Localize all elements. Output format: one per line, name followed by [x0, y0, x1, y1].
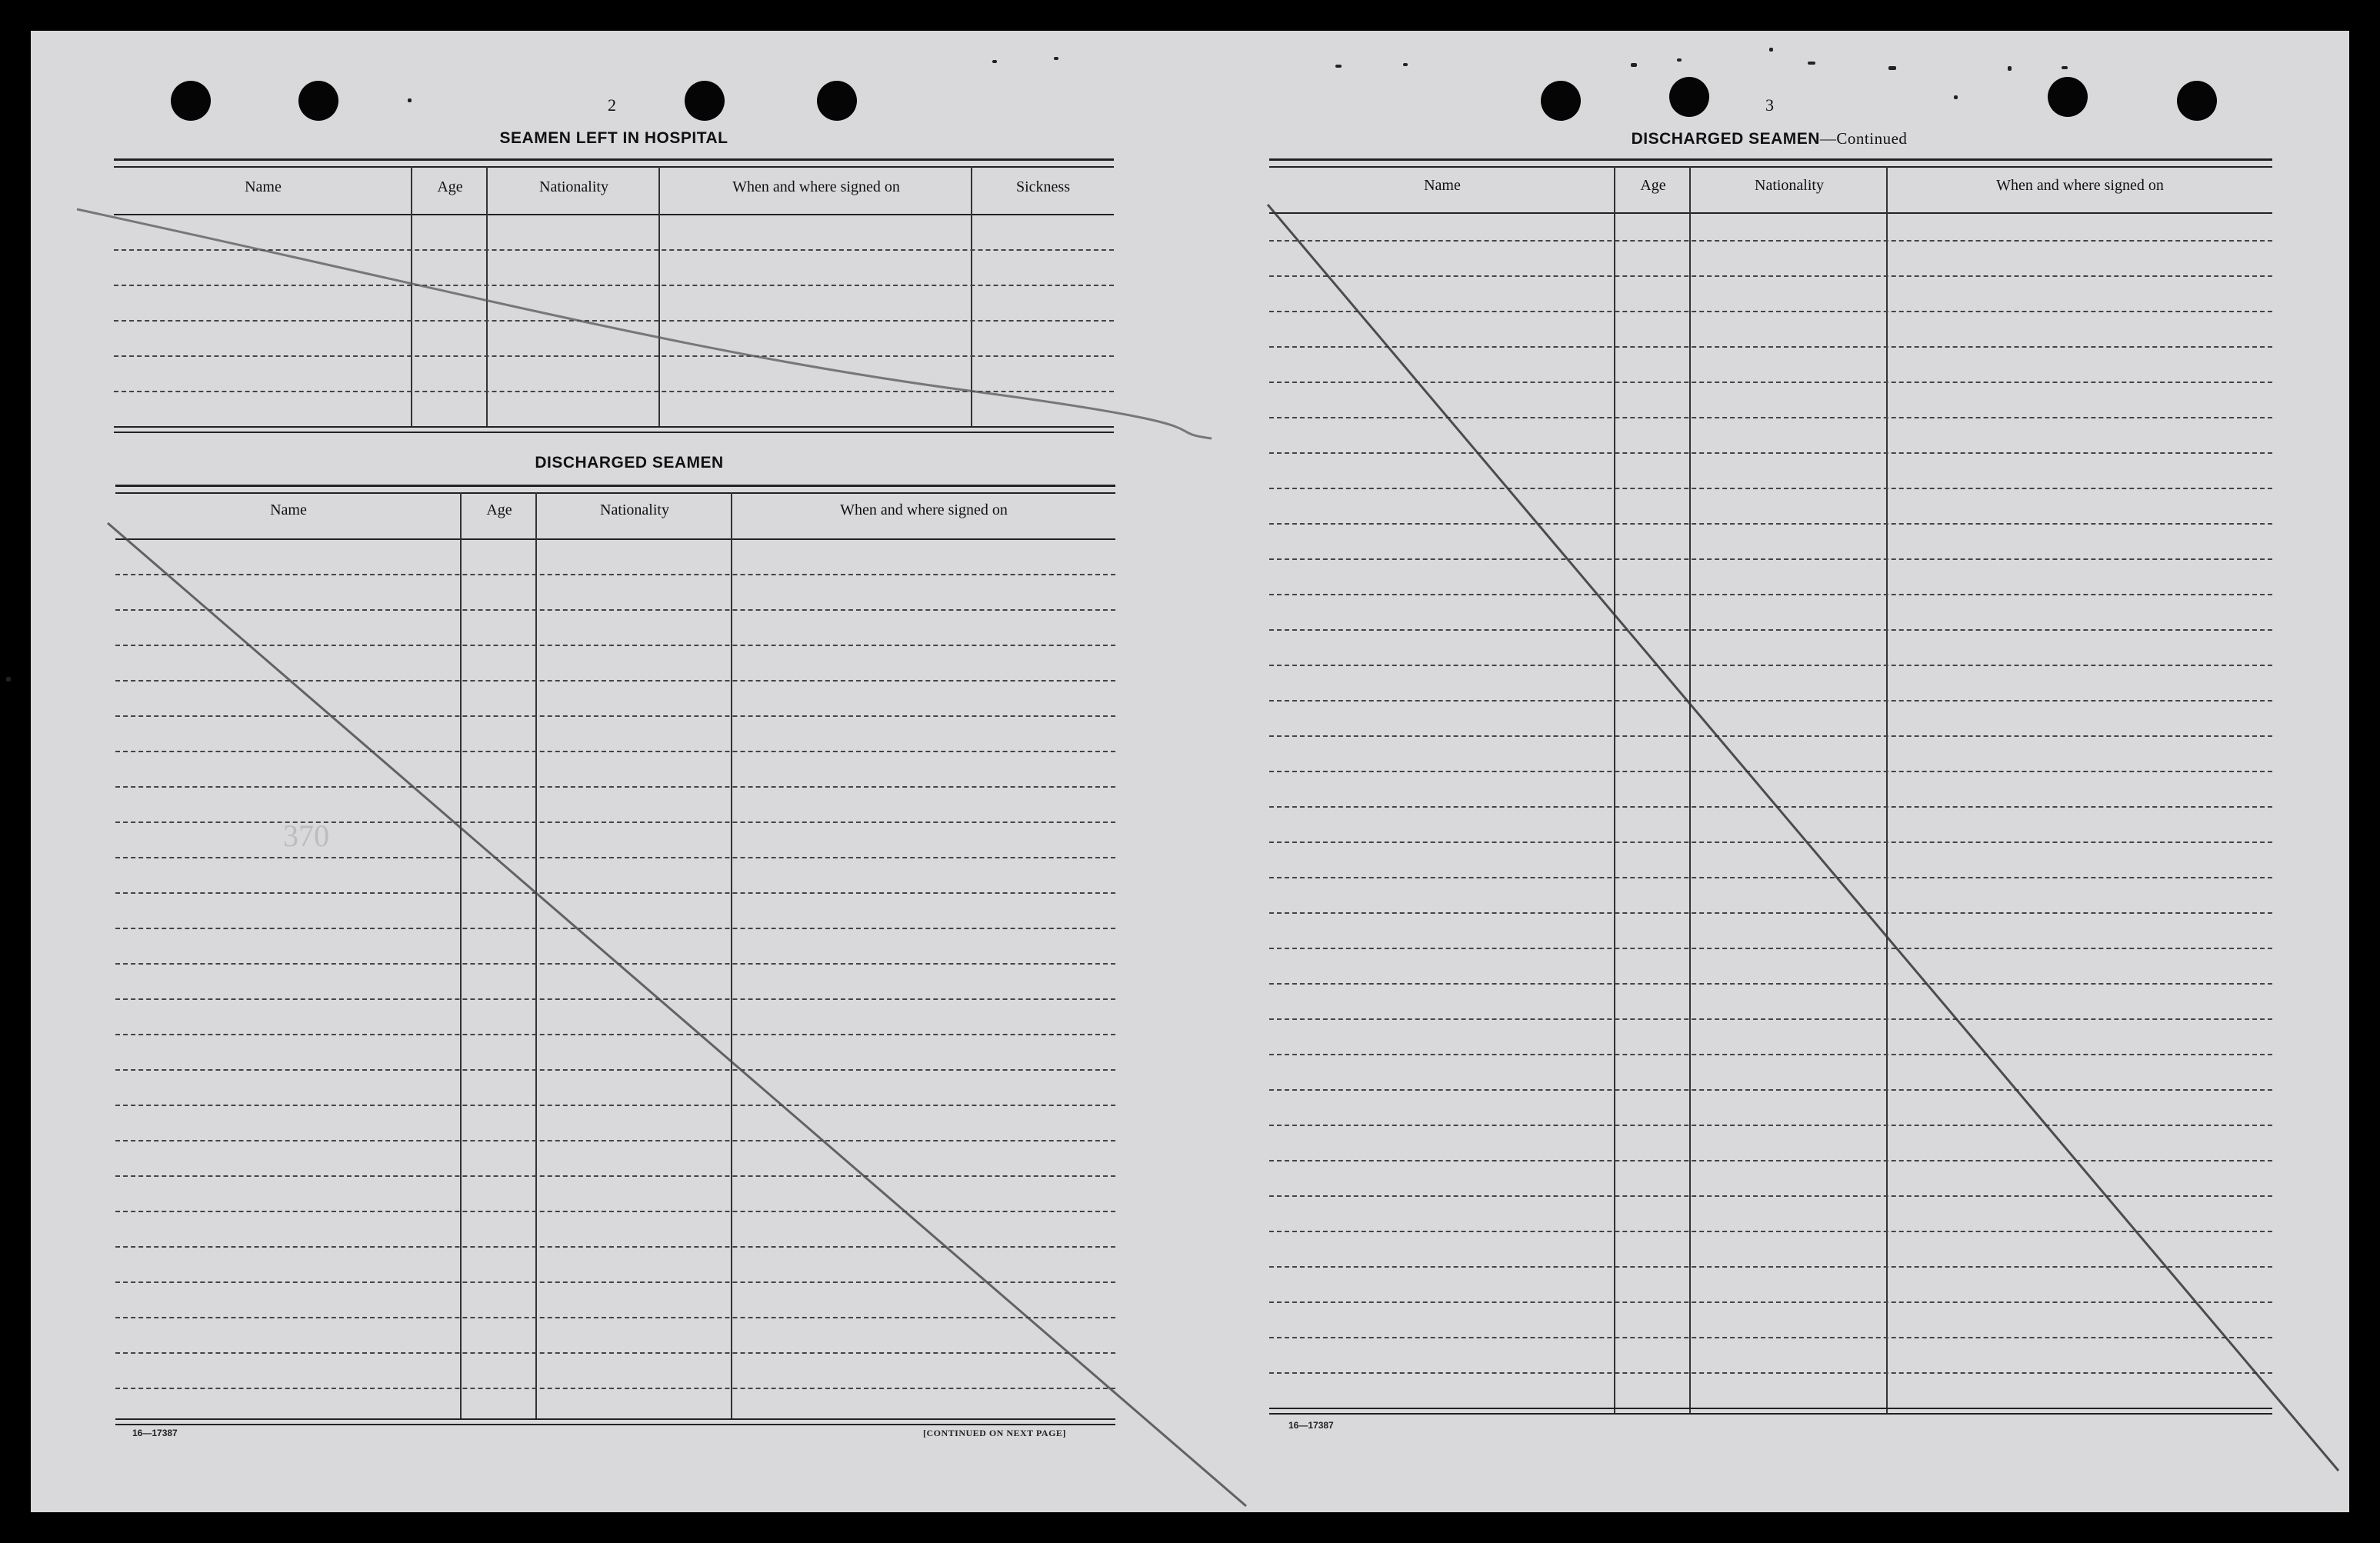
column-header-name: Name [270, 502, 307, 518]
faint-pencil-mark: 370 [283, 818, 329, 853]
continued-note: [CONTINUED ON NEXT PAGE] [923, 1428, 1066, 1438]
column-header-age: Age [486, 502, 512, 518]
page-number-left: 2 [608, 95, 616, 115]
strike-line-discharged-right [1268, 205, 2338, 1471]
column-header-age: Age [437, 178, 463, 195]
hospital-section-title: SEAMEN LEFT IN HOSPITAL [499, 129, 728, 147]
column-header-sickness: Sickness [1016, 178, 1070, 195]
column-header-name: Name [245, 178, 282, 195]
column-header-when-where: When and where signed on [840, 502, 1008, 518]
column-header-nationality: Nationality [1755, 177, 1824, 194]
discharged-section-title-left: DISCHARGED SEAMEN [535, 454, 724, 472]
form-number-right: 16—17387 [1288, 1420, 1334, 1431]
column-header-nationality: Nationality [600, 502, 669, 518]
form-number-left: 16—17387 [132, 1428, 178, 1438]
column-header-nationality: Nationality [539, 178, 608, 195]
discharged-title-suffix: —Continued [1819, 129, 1908, 148]
column-header-when-where: When and where signed on [732, 178, 900, 195]
discharged-title-main: DISCHARGED SEAMEN [1631, 130, 1820, 148]
column-header-name: Name [1424, 177, 1461, 194]
strike-line-hospital [77, 209, 1212, 438]
page-number-right: 3 [1765, 95, 1774, 115]
column-header-when-where: When and where signed on [1996, 177, 2164, 194]
column-header-age: Age [1640, 177, 1666, 194]
strike-line-discharged-left [108, 523, 1246, 1506]
